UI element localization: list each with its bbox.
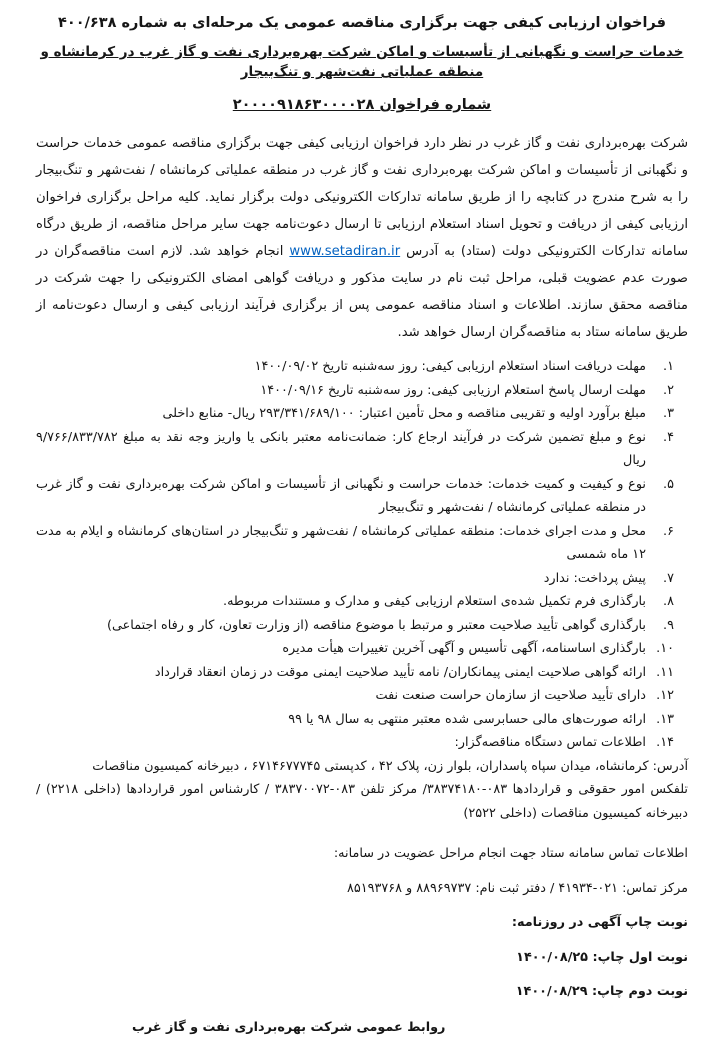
list-item-number: ۵. [646,473,688,520]
list-item-text: مهلت دریافت اسناد استعلام ارزیابی کیفی: روز سه‌شنبه تاریخ ۱۴۰۰/۰۹/۰۲ [36,355,646,379]
list-item-text: نوع و کیفیت و کمیت خدمات: خدمات حراست و نگهبانی از تأسیسات و اماکن شرکت بهره‌برداری نفت و گاز غرب در منطقه عملیاتی کرمانشاه / نفت‌شهر و تنگ‌بیجار [36,473,646,520]
list-item-text: مبلغ برآورد اولیه و تقریبی مناقصه و محل تأمین اعتبار: ۲۹۳/۳۴۱/۶۸۹/۱۰۰ ریال- منابع داخلی [36,402,646,426]
list-item-text: ارائه گواهی صلاحیت ایمنی پیمانکاران/ نامه تأیید صلاحیت ایمنی موقت در زمان انعقاد قرارداد [36,661,646,685]
setad-info-line: اطلاعات تماس سامانه ستاد جهت انجام مراحل عضویت در سامانه: [36,842,688,866]
list-item-number: ۴. [646,426,688,473]
list-item-number: ۱۰. [646,637,688,661]
list-item-number: ۷. [646,567,688,591]
list-item [36,379,688,403]
list-item-text: بارگذاری گواهی تأیید صلاحیت معتبر و مرتبط با موضوع مناقصه (از وزارت تعاون، کار و رفاه اجتماعی) [36,614,646,638]
list-item-number: ۶. [646,520,688,567]
list-item-number: ۲. [646,379,688,403]
conditions-list [36,355,688,755]
list-item-number: ۱۱. [646,661,688,685]
list-item [36,684,688,708]
list-item [36,473,688,520]
list-item-text: دارای تأیید صلاحیت از سازمان حراست صنعت نفت [36,684,646,708]
list-item-text: پیش پرداخت: ندارد [36,567,646,591]
list-item-text: محل و مدت اجرای خدمات: منطقه عملیاتی کرمانشاه / نفت‌شهر و تنگ‌بیجار در استان‌های کرمانشاه و ایلام به مدت ۱۲ ماه شمسی [36,520,646,567]
list-item [36,567,688,591]
list-item [36,590,688,614]
list-item-number: ۳. [646,402,688,426]
setad-contact-line: مرکز تماس: ۰۲۱-۴۱۹۳۴ / دفتر ثبت نام: ۸۸۹۶۹۷۳۷ و ۸۵۱۹۳۷۶۸ [36,877,688,901]
list-item-number: ۹. [646,614,688,638]
list-item-number: ۱۴. [646,731,688,755]
list-item-text: نوع و مبلغ تضمین شرکت در فرآیند ارجاع کار: ضمانت‌نامه معتبر بانکی یا واریز وجه نقد به مبلغ ۹/۷۶۶/۸۳۳/۷۸۲ ریال [36,426,646,473]
list-item-text: ارائه صورت‌های مالی حسابرسی شده معتبر منتهی به سال ۹۸ یا ۹۹ [36,708,646,732]
list-item [36,708,688,732]
list-item [36,731,688,755]
list-item-text: بارگذاری فرم تکمیل شده‌ی استعلام ارزیابی کیفی و مدارک و مستندات مربوطه. [36,590,646,614]
intro-text-before-link: شرکت بهره‌برداری نفت و گاز غرب در نظر دارد فراخوان ارزیابی کیفی جهت برگزاری مناقصه عمومی خدمات حراست و نگهبانی از تأسیسات و اماکن شرکت بهره‌برداری نفت و گاز غرب در منطقه عملیاتی کرمانشاه / نفت‌شهر و تنگ‌بیجار را به شرح مندرج در کتابچه را از طریق سامانه تدارکات الکترونیکی دولت برگزار نماید. کلیه مراحل برگزاری فراخوان ارزیابی کیفی از دریافت و تحویل اسناد استعلام ارزیابی تا ارسال دعوت‌نامه جهت سایر مراحل مناقصه، از طریق درگاه سامانه تدارکات الکترونیکی دولت (ستاد) به آدرس [36,136,688,259]
list-item-text: مهلت ارسال پاسخ استعلام ارزیابی کیفی: روز سه‌شنبه تاریخ ۱۴۰۰/۰۹/۱۶ [36,379,646,403]
list-item [36,355,688,379]
list-item-number: ۱. [646,355,688,379]
signature-line: روابط عمومی شرکت بهره‌برداری نفت و گاز غرب [36,1016,688,1039]
list-item [36,637,688,661]
list-item [36,520,688,567]
list-item-text: بارگذاری اساسنامه، آگهی تأسیس و آگهی آخرین تغییرات هیأت مدیره [36,637,646,661]
call-number-title: شماره فراخوان ۲۰۰۰۰۹۱۸۶۳۰۰۰۰۲۸ [36,95,688,117]
setadiran-link[interactable]: www.setadiran.ir [289,244,400,259]
list-item-number: ۱۲. [646,684,688,708]
list-item [36,402,688,426]
list-item-number: ۸. [646,590,688,614]
intro-paragraph [36,130,688,346]
list-item-text: اطلاعات تماس دستگاه مناقصه‌گزار: [36,731,646,755]
newspaper-print-header: نوبت چاپ آگهی در روزنامه: [36,911,688,935]
page-title: فراخوان ارزیابی کیفی جهت برگزاری مناقصه عمومی یک مرحله‌ای به شماره ۴۰۰/۶۳۸ [36,13,688,35]
intro-text-after-link: انجام خواهد شد. لازم است مناقصه‌گران در صورت عدم عضویت قبلی، مراحل ثبت نام در سایت مذکور و دریافت گواهی امضای الکترونیکی را جهت شرکت در مناقصه محقق سازند. اطلاعات و اسناد مناقصه عمومی پس از برگزاری فرآیند ارزیابی کیفی و ارسال دعوت‌نامه از طریق سامانه ستاد به مناقصه‌گران ارسال خواهد شد. [36,244,688,340]
list-item [36,661,688,685]
telefax-line: تلفکس امور حقوقی و قراردادها ۰۸۳-۳۸۳۷۴۱۸۰/ مرکز تلفن ۰۸۳-۳۸۳۷۰۰۷۲ / کارشناس امور قراردادها (داخلی ۲۲۱۸) / دبیرخانه کمیسیون مناقصات (داخلی ۲۵۲۲) [36,778,688,825]
second-print-date-line: نوبت دوم چاپ: ۱۴۰۰/۰۸/۲۹ [36,980,688,1004]
page-subtitle: خدمات حراست و نگهبانی از تأسیسات و اماکن شرکت بهره‌برداری نفت و گاز غرب در کرمانشاه و منطقه عملیاتی نفت‌شهر و تنگ‌بیجار [36,42,688,83]
first-print-date-line: نوبت اول چاپ: ۱۴۰۰/۰۸/۲۵ [36,946,688,970]
list-item [36,426,688,473]
list-item [36,614,688,638]
list-item-number: ۱۳. [646,708,688,732]
address-line: آدرس: کرمانشاه، میدان سپاه پاسداران، بلوار زن، پلاک ۴۲ ، کدپستی ۶۷۱۴۶۷۷۷۴۵ ، دبیرخانه کمیسیون مناقصات [36,755,688,779]
